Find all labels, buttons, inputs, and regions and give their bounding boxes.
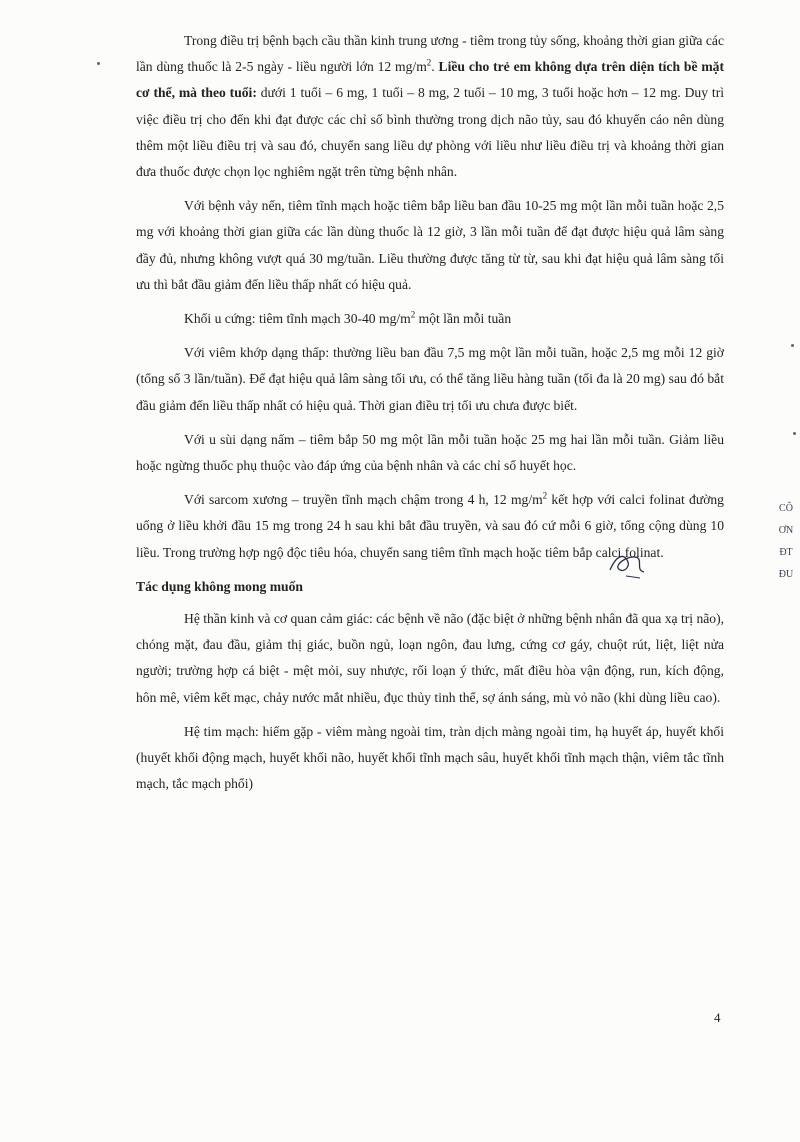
margin-stamp — [774, 498, 798, 668]
paragraph-cns-leukemia — [136, 28, 724, 185]
scan-speck — [97, 62, 100, 65]
superscript: 2 — [410, 309, 416, 320]
paragraph-cardiovascular: Hệ tim mạch: hiếm gặp - viêm màng ngoài tim, tràn dịch màng ngoài tim, hạ huyết áp, huyết khối (huyết khối động mạch, huyết khối não, huyết khối tĩnh mạch sâu, huyết khối tĩnh mạch thận, viêm tắc tĩnh mạch, tắc mạch phổi) — [136, 723, 724, 792]
paragraph-psoriasis: Với bệnh vảy nến, tiêm tĩnh mạch hoặc tiêm bắp liều ban đầu 10-25 mg một lần mỗi tuần hoặc 2,5 mg với khoảng thời gian giữa các lần dùng thuốc là 12 giờ, 3 lần mỗi tuần để đạt được hiệu quả lâm sàng đầy đủ, nhưng không vượt quá 30 mg/tuần. Liều thường được tăng từ từ, sau khi đạt hiệu quả lâm sàng tối ưu thì bắt đầu giảm đến liều thấp nhất có hiệu quả. — [136, 198, 724, 292]
stamp-text: CÔ — [779, 503, 793, 514]
text-run: . — [431, 59, 439, 75]
handwritten-signature — [606, 548, 650, 584]
text-run: kết hợp với calci folinat đường uống ở liều khởi đầu 15 mg trong 24 h sau khi bắt đầu truyền, và sau đó cứ mỗi 6 giờ, tổng cộng dùng 10 liều. Trong trường hợp ngộ độc tiêu hóa, chuyển sang tiêm tĩnh mạch hoặc tiêm bắp calci folinat. — [136, 492, 724, 560]
text-run: Với sarcom xương – truyền tĩnh mạch chậm trong 4 h, 12 mg/m — [184, 492, 543, 508]
page-number: 4 — [714, 1010, 721, 1025]
scan-speck — [791, 344, 794, 347]
stamp-text: ĐU — [778, 569, 794, 580]
scan-speck — [793, 432, 796, 435]
superscript: 2 — [542, 490, 548, 501]
text-run: dưới 1 tuổi – 6 mg, 1 tuổi – 8 mg, 2 tuổi – 10 mg, 3 tuổi hoặc hơn – 12 mg. Duy trì việc điều trị cho đến khi đạt được các chỉ số bình thường trong dịch não tủy, sau đó khuyến cáo nên dùng thêm một liều điều trị và sau đó, chuyển sang liều dự phòng với liều như liều điều trị và khoảng thời gian đưa thuốc được chọn lọc nghiêm ngặt trên từng bệnh nhân. — [136, 85, 724, 180]
text-run: một lần mỗi tuần — [415, 311, 512, 327]
paragraph-rheumatoid-arthritis: Với viêm khớp dạng thấp: thường liều ban đầu 7,5 mg một lần mỗi tuần, hoặc 2,5 mg mỗi 12 giờ (tổng số 3 lần/tuần). Để đạt hiệu quả lâm sàng tối ưu, có thể tăng liều hàng tuần (tối đa là 20 mg) sau đó bắt đầu giảm đến liều thấp nhất có hiệu quả. Thời gian điều trị tối ưu chưa được biết. — [136, 345, 724, 413]
stamp-text: ĐT — [779, 547, 793, 558]
text-run: Trong điều trị bệnh bạch cầu thần kinh trung ương - tiêm trong tủy sống, khoảng thời gian giữa các lần dùng thuốc là 2-5 ngày - liều người lớn 12 mg/m — [136, 33, 724, 75]
paragraph-solid-tumor — [136, 306, 724, 332]
bold-text: Liều cho trẻ em không dựa trên diện tích bề mặt cơ thể, mà theo tuổi: — [136, 59, 724, 101]
superscript: 2 — [426, 57, 432, 68]
text-run: Khối u cứng: tiêm tĩnh mạch 30-40 mg/m — [184, 311, 411, 327]
section-heading: Tác dụng không mong muốn — [136, 578, 303, 594]
paragraph-mycosis-fungoides: Với u sùi dạng nấm – tiêm bắp 50 mg một lần mỗi tuần hoặc 25 mg hai lần mỗi tuần. Giảm liều hoặc ngừng thuốc phụ thuộc vào đáp ứng của bệnh nhân và các chỉ số huyết học. — [136, 431, 724, 474]
document-body — [136, 28, 724, 805]
paragraph-nervous-system: Hệ thần kinh và cơ quan cảm giác: các bệnh về não (đặc biệt ở những bệnh nhân đã qua xạ trị não), chóng mặt, đau đầu, giảm thị giác, buồn ngủ, loạn ngôn, đau lưng, cứng cơ gáy, chuột rút, liệt, liệt nửa người; trường hợp cá biệt - mệt mỏi, suy nhược, rối loạn ý thức, mất điều hòa vận động, run, kích động, hôn mê, viêm kết mạc, chảy nước mắt nhiều, đục thủy tinh thể, sợ ánh sáng, mù vỏ não (khi dùng liều cao). — [136, 611, 724, 705]
stamp-text: ƠN — [778, 525, 794, 536]
